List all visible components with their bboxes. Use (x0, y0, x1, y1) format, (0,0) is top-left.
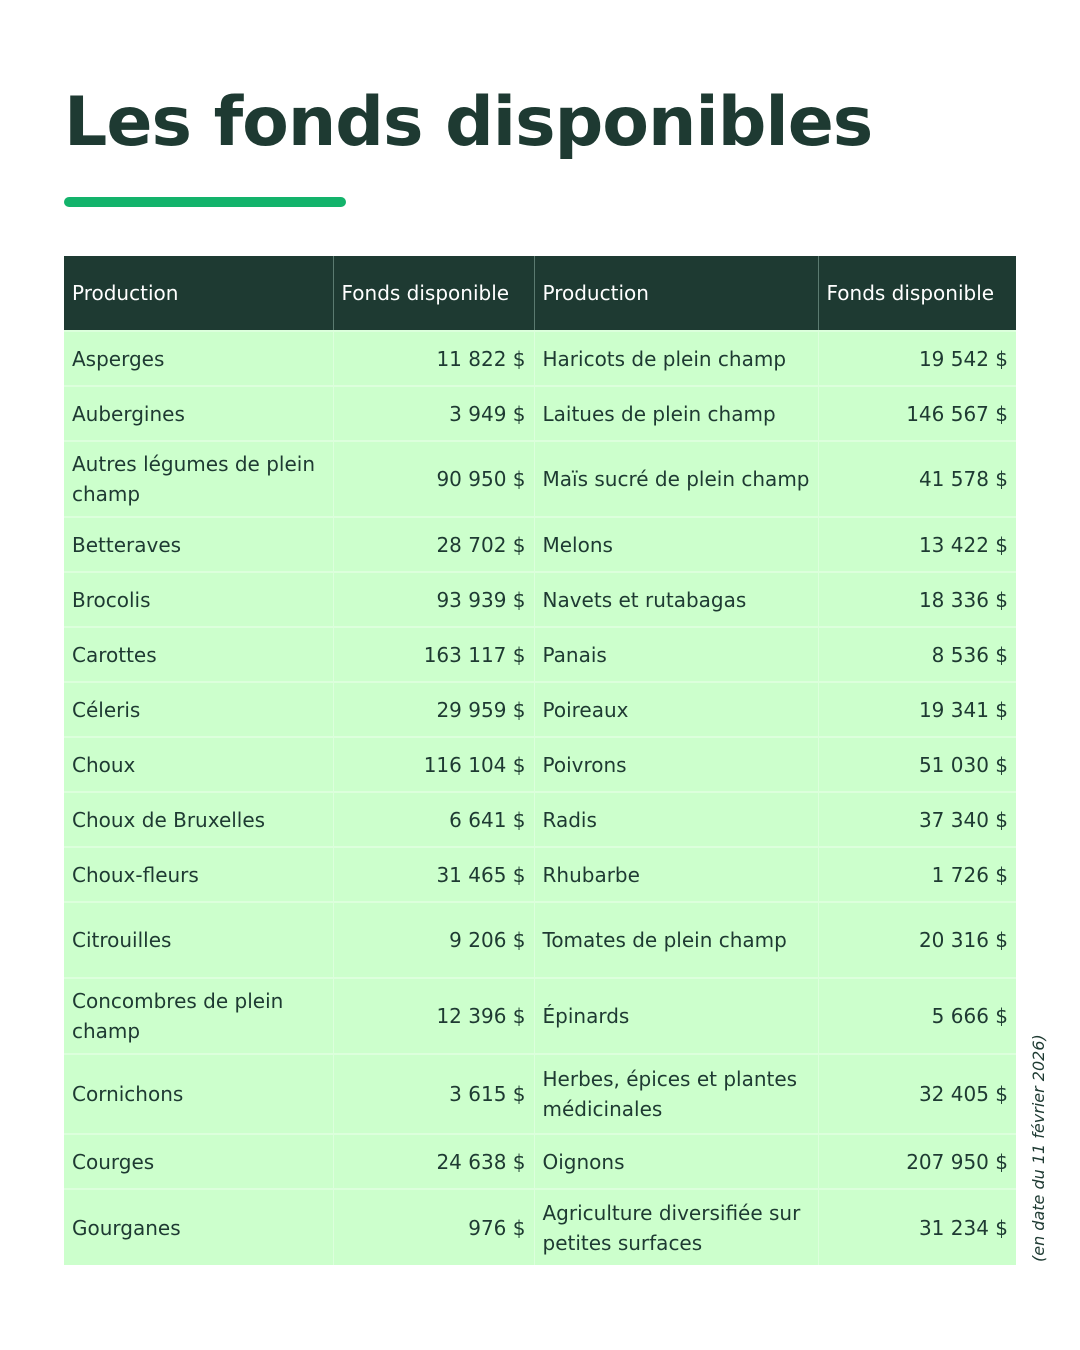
table-row (64, 847, 1016, 902)
funds-table-body (64, 331, 1016, 1265)
production-name: Agriculture diversifiée sur petites surfaces (534, 1189, 818, 1265)
table-row (64, 517, 1016, 572)
funds-amount: 8 536 $ (818, 627, 1016, 682)
table-row (64, 792, 1016, 847)
table-row (64, 978, 1016, 1054)
production-name: Panais (534, 627, 818, 682)
production-name: Haricots de plein champ (534, 331, 818, 386)
production-name: Betteraves (64, 517, 333, 572)
table-row (64, 1134, 1016, 1189)
funds-table-header (64, 256, 1016, 331)
table-row (64, 386, 1016, 441)
funds-amount: 163 117 $ (333, 627, 534, 682)
production-name: Melons (534, 517, 818, 572)
production-name: Autres légumes de plein champ (64, 441, 333, 517)
funds-amount: 19 341 $ (818, 682, 1016, 737)
header-funds-right: Fonds disponible (818, 256, 1016, 331)
production-name: Asperges (64, 331, 333, 386)
funds-table (64, 256, 1016, 1265)
table-row (64, 682, 1016, 737)
funds-amount: 12 396 $ (333, 978, 534, 1054)
table-row (64, 441, 1016, 517)
funds-amount: 6 641 $ (333, 792, 534, 847)
production-name: Choux de Bruxelles (64, 792, 333, 847)
funds-amount: 207 950 $ (818, 1134, 1016, 1189)
production-name: Épinards (534, 978, 818, 1054)
production-name: Maïs sucré de plein champ (534, 441, 818, 517)
production-name: Aubergines (64, 386, 333, 441)
funds-amount: 11 822 $ (333, 331, 534, 386)
table-row (64, 737, 1016, 792)
funds-amount: 37 340 $ (818, 792, 1016, 847)
header-row (64, 256, 1016, 331)
production-name: Citrouilles (64, 902, 333, 978)
funds-amount: 31 465 $ (333, 847, 534, 902)
funds-amount: 976 $ (333, 1189, 534, 1265)
page-title: Les fonds disponibles (64, 83, 873, 162)
funds-amount: 24 638 $ (333, 1134, 534, 1189)
funds-amount: 31 234 $ (818, 1189, 1016, 1265)
funds-amount: 41 578 $ (818, 441, 1016, 517)
table-row (64, 627, 1016, 682)
production-name: Oignons (534, 1134, 818, 1189)
production-name: Radis (534, 792, 818, 847)
production-name: Tomates de plein champ (534, 902, 818, 978)
table-row (64, 902, 1016, 978)
production-name: Carottes (64, 627, 333, 682)
production-name: Rhubarbe (534, 847, 818, 902)
table-row (64, 1054, 1016, 1134)
production-name: Navets et rutabagas (534, 572, 818, 627)
table-row (64, 1189, 1016, 1265)
funds-amount: 19 542 $ (818, 331, 1016, 386)
table-row (64, 331, 1016, 386)
production-name: Choux (64, 737, 333, 792)
production-name: Choux-fleurs (64, 847, 333, 902)
production-name: Herbes, épices et plantes médicinales (534, 1054, 818, 1134)
production-name: Laitues de plein champ (534, 386, 818, 441)
funds-amount: 3 615 $ (333, 1054, 534, 1134)
title-underline-accent (64, 197, 346, 207)
date-footnote: (en date du 11 février 2026) (1029, 1034, 1048, 1262)
production-name: Concombres de plein champ (64, 978, 333, 1054)
funds-amount: 28 702 $ (333, 517, 534, 572)
production-name: Courges (64, 1134, 333, 1189)
production-name: Céleris (64, 682, 333, 737)
header-funds-left: Fonds disponible (333, 256, 534, 331)
funds-amount: 90 950 $ (333, 441, 534, 517)
production-name: Poivrons (534, 737, 818, 792)
funds-amount: 116 104 $ (333, 737, 534, 792)
production-name: Gourganes (64, 1189, 333, 1265)
funds-amount: 3 949 $ (333, 386, 534, 441)
production-name: Cornichons (64, 1054, 333, 1134)
funds-amount: 93 939 $ (333, 572, 534, 627)
header-production-left: Production (72, 281, 179, 305)
funds-amount: 5 666 $ (818, 978, 1016, 1054)
funds-amount: 9 206 $ (333, 902, 534, 978)
funds-amount: 18 336 $ (818, 572, 1016, 627)
funds-amount: 13 422 $ (818, 517, 1016, 572)
funds-amount: 29 959 $ (333, 682, 534, 737)
header-production-right: Production (534, 256, 818, 331)
production-name: Brocolis (64, 572, 333, 627)
funds-amount: 32 405 $ (818, 1054, 1016, 1134)
funds-amount: 51 030 $ (818, 737, 1016, 792)
funds-amount: 146 567 $ (818, 386, 1016, 441)
funds-amount: 20 316 $ (818, 902, 1016, 978)
funds-amount: 1 726 $ (818, 847, 1016, 902)
production-name: Poireaux (534, 682, 818, 737)
table-row (64, 572, 1016, 627)
